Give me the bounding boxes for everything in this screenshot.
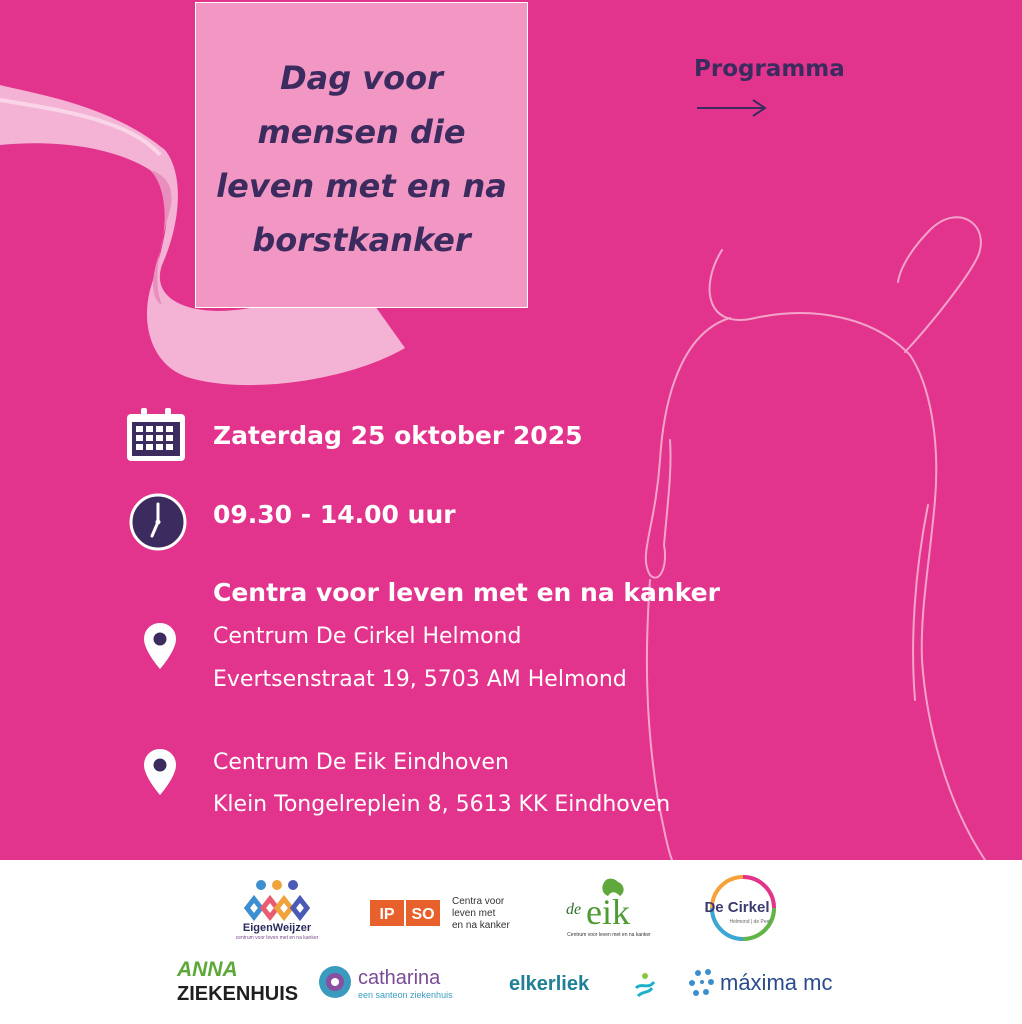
title-box (195, 2, 528, 308)
programma-link[interactable]: Programma (694, 56, 845, 82)
location-pin-icon (143, 748, 177, 796)
svg-text:máxima mc: máxima mc (720, 970, 833, 995)
location-1-name: Centrum De Cirkel Helmond (213, 624, 522, 649)
svg-text:EigenWeijzer: EigenWeijzer (242, 922, 312, 934)
calendar-icon (126, 408, 186, 462)
ipso-logo (368, 892, 518, 934)
event-time: 09.30 - 14.00 uur (213, 500, 456, 529)
maxima-mc-logo (686, 964, 846, 1002)
svg-text:centrum voor leven met en na k: centrum voor leven met en na kanker (235, 935, 319, 941)
svg-text:ZIEKENHUIS: ZIEKENHUIS (177, 983, 299, 1005)
clock-icon (128, 492, 188, 552)
svg-text:een santeon ziekenhuis: een santeon ziekenhuis (358, 990, 453, 1000)
woman-silhouette-icon (646, 217, 985, 860)
elkerliek-logo (508, 966, 658, 1002)
partner-logos-footer (0, 860, 1022, 1024)
de-cirkel-logo (688, 872, 786, 944)
de-eik-logo (562, 876, 656, 940)
location-2-address: Klein Tongelreplein 8, 5613 KK Eindhoven (213, 792, 671, 817)
anna-ziekenhuis-logo (176, 956, 299, 1005)
svg-text:leven met: leven met (452, 908, 496, 919)
svg-text:Helmond | de Peel: Helmond | de Peel (729, 919, 771, 925)
location-1-address: Evertsenstraat 19, 5703 AM Helmond (213, 667, 627, 692)
svg-text:Centrum voor leven met en na k: Centrum voor leven met en na kanker (567, 932, 651, 938)
svg-text:IP: IP (379, 906, 395, 923)
svg-text:ANNA: ANNA (177, 958, 238, 981)
svg-text:en na kanker: en na kanker (452, 920, 510, 931)
locations-heading: Centra voor leven met en na kanker (213, 578, 720, 607)
svg-text:catharina: catharina (358, 967, 441, 989)
svg-text:elkerliek: elkerliek (509, 973, 590, 995)
page-title: Dag voor mensen die leven met en na borstkanker (216, 59, 507, 259)
svg-text:Centra voor: Centra voor (452, 896, 505, 907)
event-date: Zaterdag 25 oktober 2025 (213, 421, 583, 450)
arrow-right-icon (697, 100, 765, 116)
svg-text:SO: SO (411, 906, 435, 923)
location-2-name: Centrum De Eik Eindhoven (213, 750, 509, 775)
eigenweijzer-logo (222, 877, 332, 941)
svg-text:de: de (566, 901, 582, 918)
catharina-logo (318, 962, 468, 1004)
svg-text:eik: eik (586, 892, 630, 932)
svg-text:De Cirkel: De Cirkel (704, 899, 770, 916)
location-pin-icon (143, 622, 177, 670)
